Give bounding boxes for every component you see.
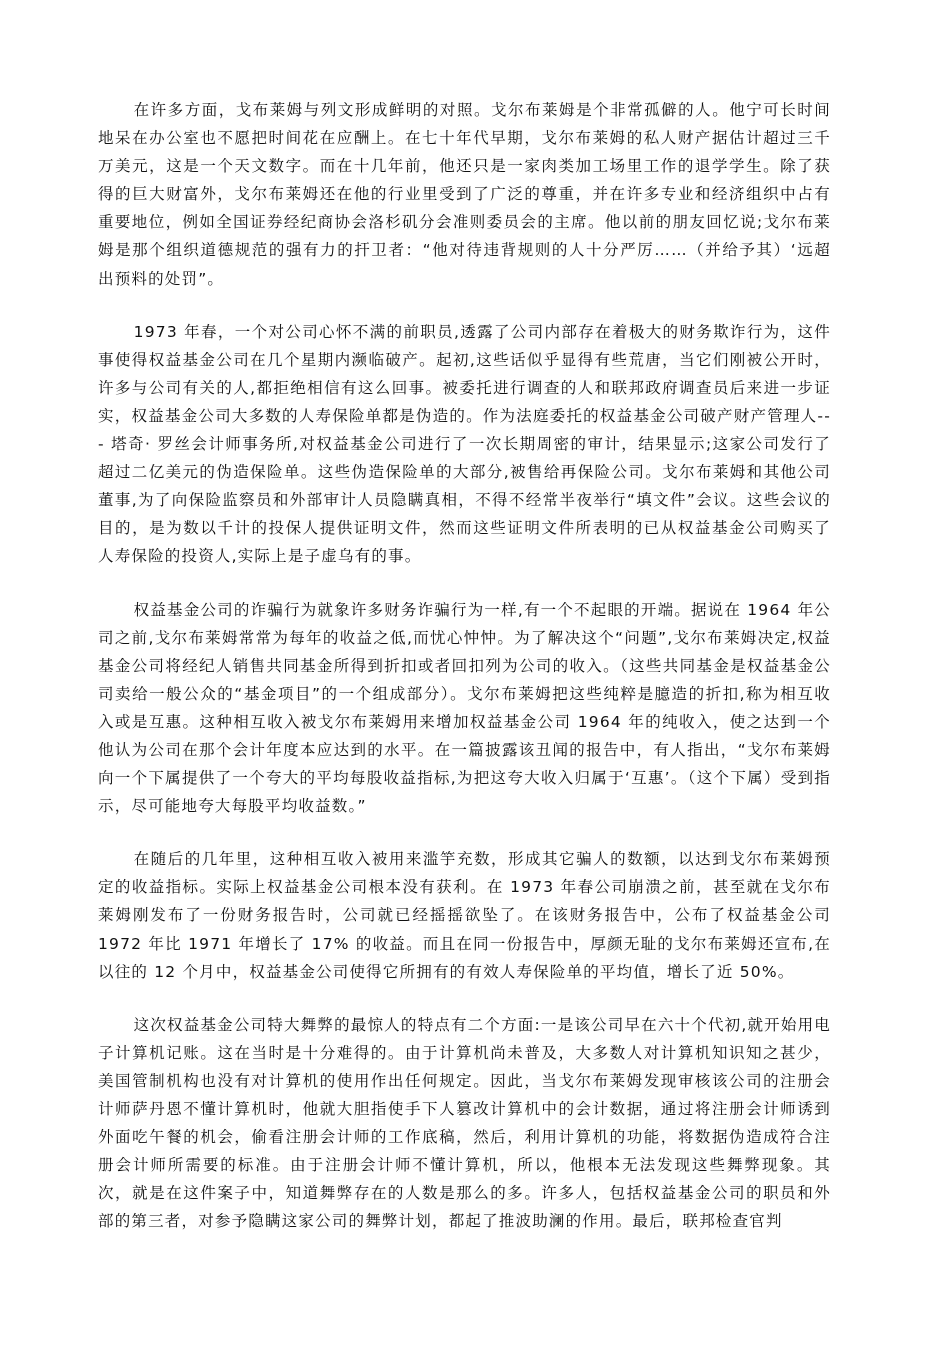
paragraph-1: 在许多方面，戈布莱姆与列文形成鲜明的对照。戈尔布莱姆是个非常孤僻的人。他宁可长时间地呆在办公室也不愿把时间花在应酬上。在七十年代早期，戈尔布莱姆的私人财产据估计超过三千万美元，这是一个天文数字。而在十几年前，他还只是一家肉类加工场里工作的退学学生。除了获得的巨大财富外，戈尔布莱姆还在他的行业里受到了广泛的尊重，并在许多专业和经济组织中占有重要地位，例如全国证券经纪商协会洛杉矶分会准则委员会的主席。他以前的朋友回忆说;戈尔布莱姆是那个组织道德规范的强有力的扞卫者：“他对待违背规则的人十分严厉……（并给予其）‘远超出预料的处罚”。 <box>98 101 831 288</box>
paragraph-4: 在随后的几年里，这种相互收入被用来滥竽充数，形成其它骗人的数额，以达到戈尔布莱姆预定的收益指标。实际上权益基金公司根本没有获利。在 1973 年春公司崩溃之前，甚至就在戈尔布莱姆刚发布了一份财务报告时，公司就已经摇摇欲坠了。在该财务报告中，公布了权益基金公司 1972 年比 1971 年增长了 17% 的收益。而且在同一份报告中，厚颜无耻的戈尔布莱姆还宣布,在以往的 12 个月中，权益基金公司使得它所拥有的有效人寿保险单的平均值，增长了近 50%。 <box>98 850 831 981</box>
document-page <box>98 96 831 1260</box>
paragraph-5: 这次权益基金公司特大舞弊的最惊人的特点有二个方面:一是该公司早在六十个代初,就开始用电子计算机记账。这在当时是十分难得的。由于计算机尚未普及，大多数人对计算机知识知之甚少，美国管制机构也没有对计算机的使用作出任何规定。因此，当戈尔布莱姆发现审核该公司的注册会计师萨丹恩不懂计算机时，他就大胆指使手下人篡改计算机中的会计数据，通过将注册会计师诱到外面吃午餐的机会，偷看注册会计师的工作底稿，然后，利用计算机的功能，将数据伪造成符合注册会计师所需要的标准。由于注册会计师不懂计算机，所以，他根本无法发现这些舞弊现象。其次，就是在这件案子中，知道舞弊存在的人数是那么的多。许多人，包括权益基金公司的职员和外部的第三者，对参予隐瞒这家公司的舞弊计划，都起了推波助澜的作用。最后，联邦检查官判 <box>98 1015 831 1231</box>
paragraph-3: 权益基金公司的诈骗行为就象许多财务诈骗行为一样,有一个不起眼的开端。据说在 1964 年公司之前,戈尔布莱姆常常为每年的收益之低,而忧心忡忡。为了解决这个“问题”,戈尔布莱姆决定,权益基金公司将经纪人销售共同基金所得到折扣或者回扣列为公司的收入。（这些共同基金是权益基金公司卖给一般公众的“基金项目”的一个组成部分）。戈尔布莱姆把这些纯粹是臆造的折扣,称为相互收入或是互惠。这种相互收入被戈尔布莱姆用来增加权益基金公司 1964 年的纯收入，使之达到一个他认为公司在那个会计年度本应达到的水平。在一篇披露该丑闻的报告中，有人指出，“戈尔布莱姆向一个下属提供了一个夸大的平均每股收益指标,为把这夸大收入归属于‘互惠’。（这个下属）受到指示，尽可能地夸大每股平均收益数。” <box>98 600 831 816</box>
paragraph-2: 1973 年春，一个对公司心怀不满的前职员,透露了公司内部存在着极大的财务欺诈行为，这件事使得权益基金公司在几个星期内濒临破产。起初,这些话似乎显得有些荒唐，当它们刚被公开时，许多与公司有关的人,都拒绝相信有这么回事。被委托进行调查的人和联邦政府调查员后来进一步证实，权益基金公司大多数的人寿保险单都是伪造的。作为法庭委托的权益基金公司破产财产管理人--- 塔奇· 罗丝会计师事务所,对权益基金公司进行了一次长期周密的审计，结果显示;这家公司发行了超过二亿美元的伪造保险单。这些伪造保险单的大部分,被售给再保险公司。戈尔布莱姆和其他公司董事,为了向保险监察员和外部审计人员隐瞒真相，不得不经常半夜举行“填文件”会议。这些会议的目的，是为数以千计的投保人提供证明文件，然而这些证明文件所表明的已从权益基金公司购买了人寿保险的投资人,实际上是子虚乌有的事。 <box>98 322 831 566</box>
